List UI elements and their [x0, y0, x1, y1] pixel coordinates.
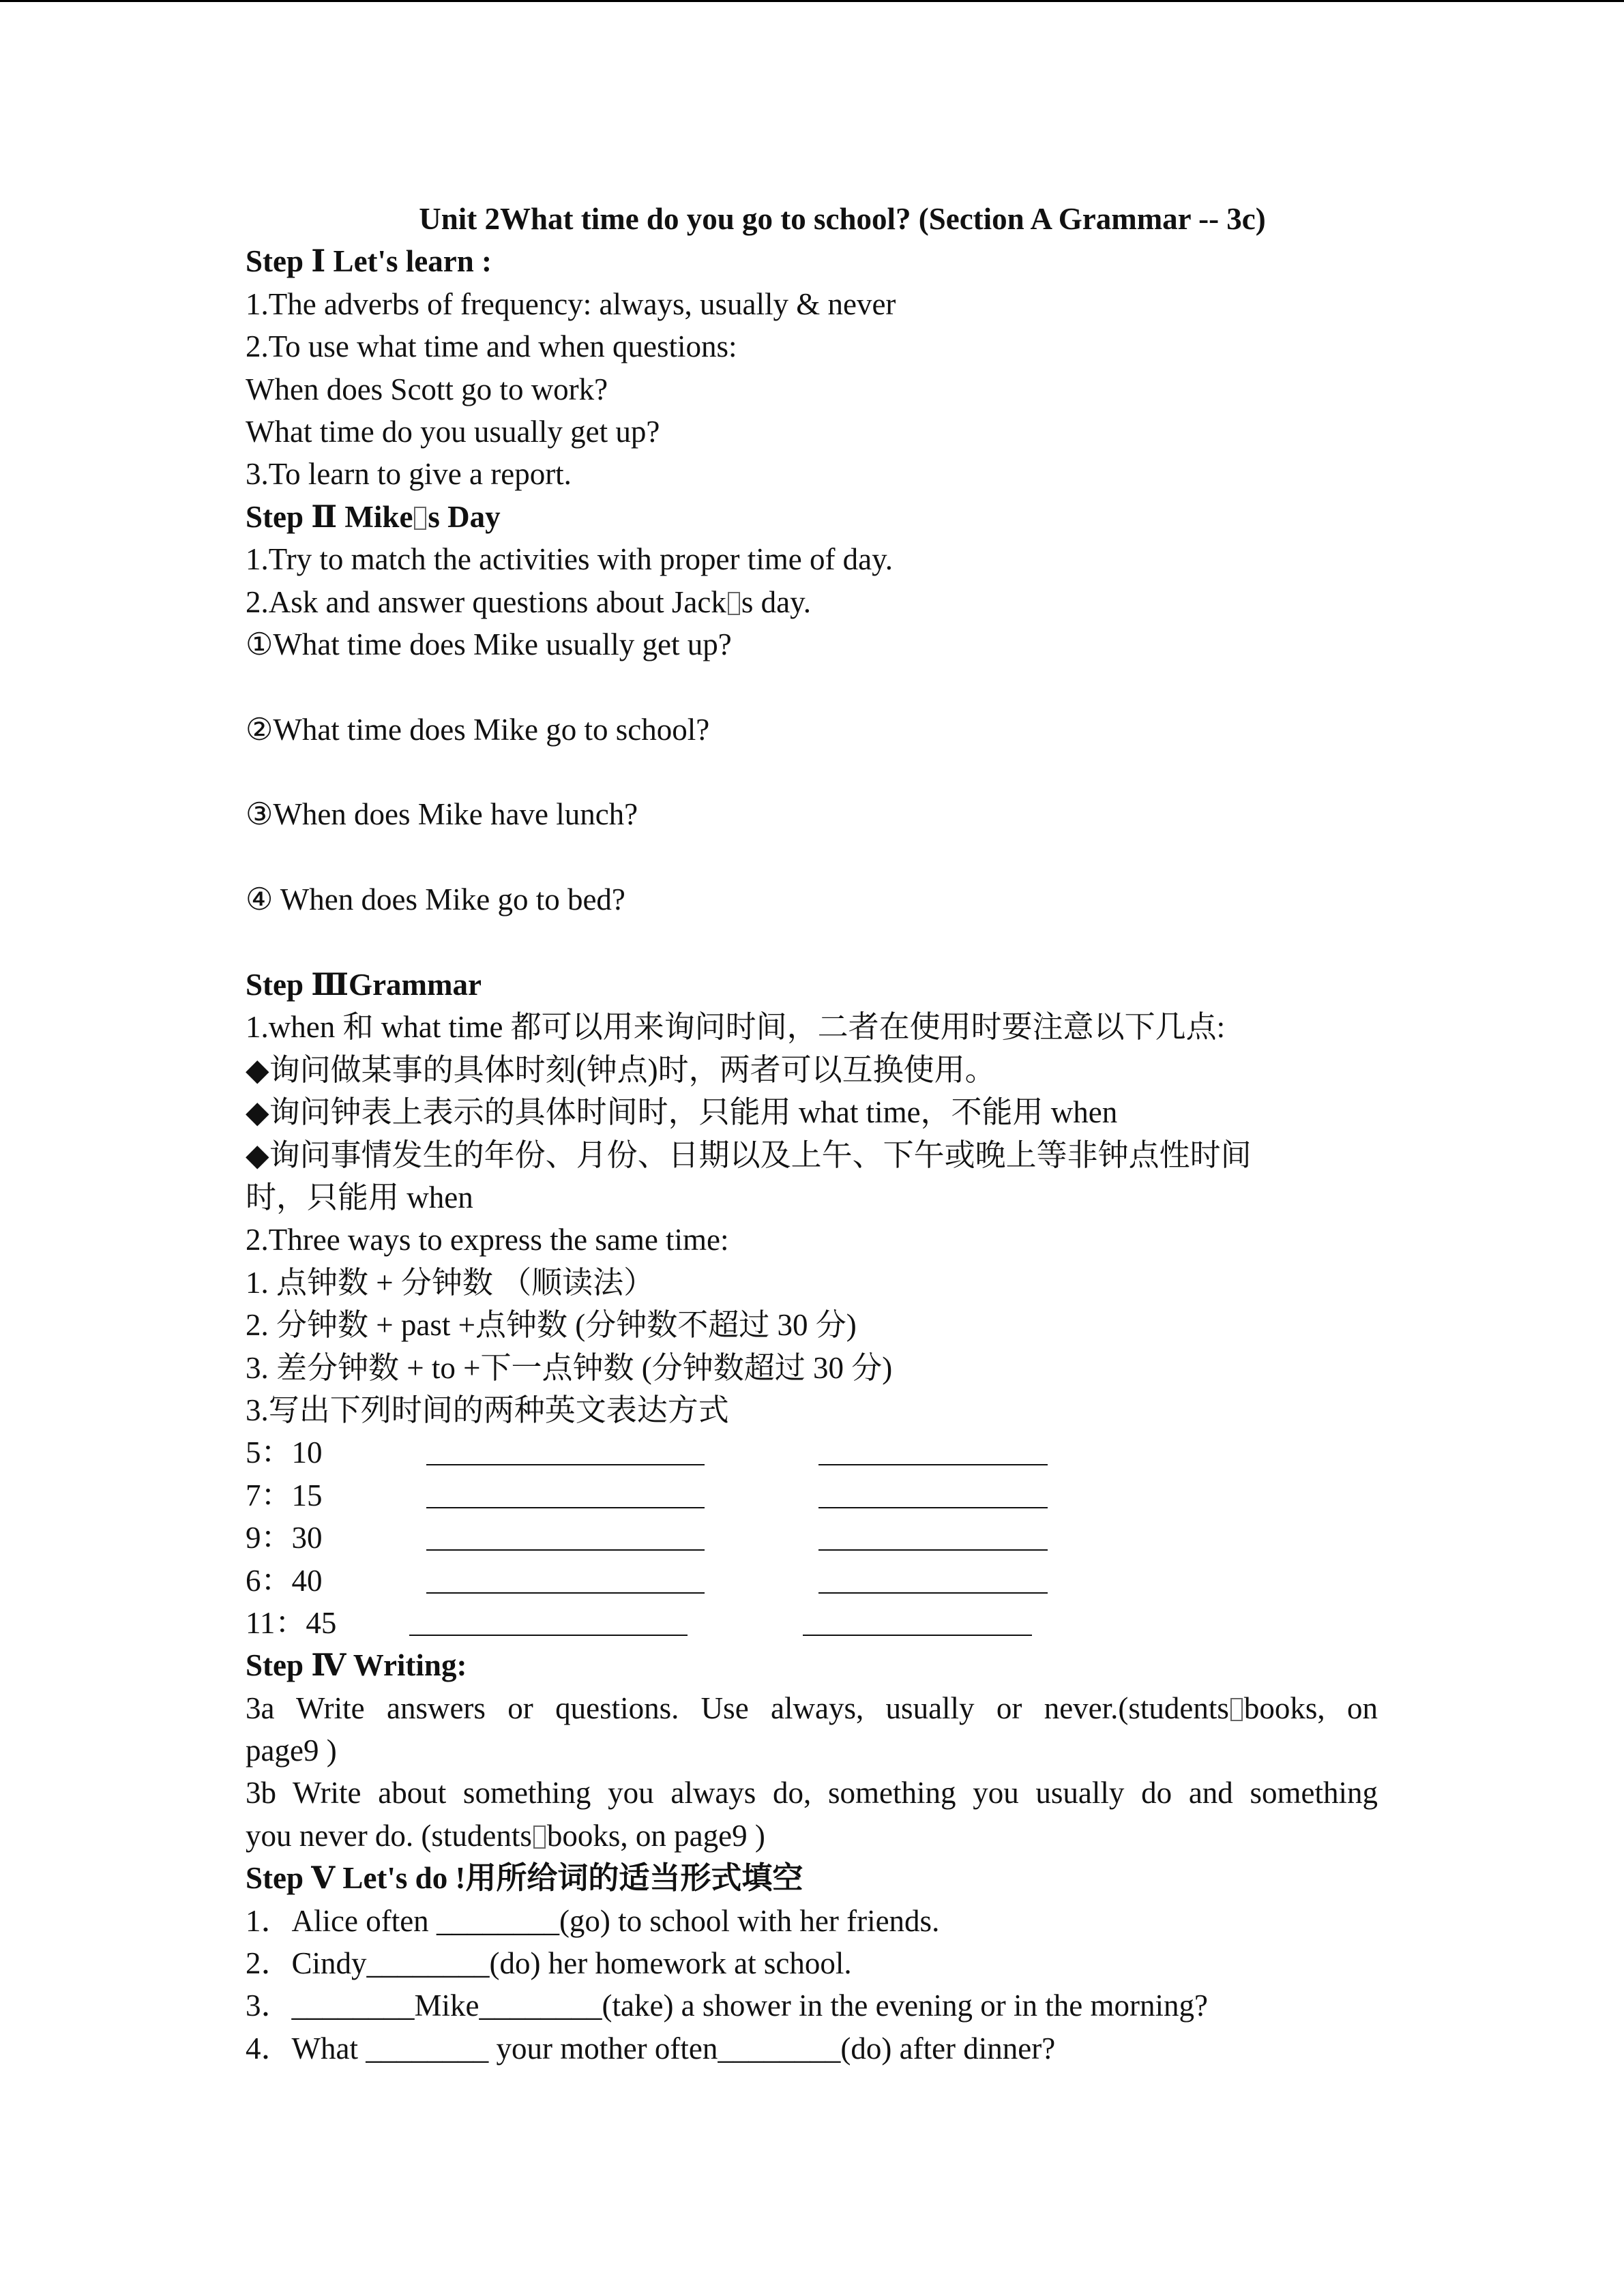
answer-blank[interactable] [409, 1610, 688, 1636]
writing-3b-b: books, on page9 ) [546, 1818, 765, 1853]
answer-blank[interactable] [803, 1610, 1032, 1636]
answer-space [246, 751, 1378, 793]
step2-heading [246, 496, 1378, 538]
exercise-text: (take) a shower in the evening or in the morning? [602, 1988, 1208, 2023]
time-row [246, 1474, 1378, 1517]
exercise-number: 2． [246, 1946, 292, 1981]
grammar-line: 2. 分钟数 + past +点钟数 (分钟数不超过 30 分) [246, 1308, 857, 1343]
missing-glyph-icon [414, 507, 426, 530]
exercise-text: Cindy [291, 1946, 367, 1981]
exercise-text: (do) after dinner? [840, 2031, 1056, 2066]
exercise-item [246, 1984, 1378, 2027]
writing-3a-line [246, 1687, 1378, 1729]
exercise-item [246, 1942, 1378, 1984]
answer-blank[interactable] [426, 1482, 705, 1508]
time-row [246, 1431, 1378, 1474]
grammar-line: 3.写出下列时间的两种英文表达方式 [246, 1392, 729, 1427]
writing-3b-line: 3b Write about something you always do, something you usually do and something [246, 1776, 1378, 1810]
grammar-line: 2.Three ways to express the same time: [246, 1223, 729, 1257]
exercise-text: (do) her homework at school. [489, 1946, 852, 1981]
missing-glyph-icon [1230, 1698, 1243, 1721]
exercise-number: 4． [246, 2031, 292, 2066]
fill-blank[interactable]: ________ [436, 1903, 559, 1938]
step1-item: 2.To use what time and when questions: [246, 329, 737, 364]
grammar-line: 1. 点钟数 + 分钟数 （顺读法） [246, 1265, 655, 1300]
missing-glyph-icon [533, 1825, 546, 1849]
step2-question: ②What time does Mike go to school? [246, 712, 710, 747]
exercise-text: (go) to school with her friends. [559, 1903, 940, 1938]
step2-question: ③When does Mike have lunch? [246, 797, 638, 832]
exercise-text: What [291, 2031, 366, 2066]
answer-space [246, 836, 1378, 878]
fill-blank[interactable]: ________ [291, 1988, 415, 2023]
writing-3a-line: page9 ) [246, 1733, 337, 1768]
fill-blank[interactable]: ________ [718, 2031, 841, 2066]
step5-heading: Step Ⅴ Let's do !用所给词的适当形式填空 [246, 1861, 803, 1896]
grammar-line: ◆询问钟表上表示的具体时间时，只能用 what time，不能用 when [246, 1095, 1118, 1130]
step2-question: ④ When does Mike go to bed? [246, 882, 625, 917]
time-label: 6：40 [246, 1563, 323, 1598]
answer-blank[interactable] [426, 1525, 705, 1551]
page-title: Unit 2What time do you go to school? (Section A Grammar -- 3c) [419, 202, 1266, 236]
missing-glyph-icon [728, 592, 740, 615]
exercise-text: Alice often [291, 1903, 437, 1938]
step2-item2-a: 2.Ask and answer questions about Jack [246, 584, 726, 619]
step3-heading: Step ⅢGrammar [246, 968, 482, 1002]
time-label: 9：30 [246, 1521, 323, 1555]
grammar-line: 1.when 和 what time 都可以用来询问时间，二者在使用时要注意以下几点: [246, 1010, 1226, 1045]
grammar-line: ◆询问做某事的具体时刻(钟点)时，两者可以互换使用。 [246, 1052, 996, 1087]
time-label: 11：45 [246, 1605, 337, 1640]
answer-blank[interactable] [426, 1568, 705, 1594]
time-row [246, 1602, 1378, 1644]
step1-item: 1.The adverbs of frequency: always, usually & never [246, 286, 896, 321]
step1-item: When does Scott go to work? [246, 372, 608, 406]
top-border [0, 0, 1624, 2]
exercise-text: your mother often [488, 2031, 718, 2066]
step2-item: 1.Try to match the activities with proper time of day. [246, 542, 893, 577]
time-label: 5：10 [246, 1435, 323, 1470]
answer-blank[interactable] [818, 1568, 1048, 1594]
exercise-text: Mike [414, 1988, 479, 2023]
answer-blank[interactable] [426, 1440, 705, 1465]
fill-blank[interactable]: ________ [479, 1988, 602, 2023]
writing-3a-b: books, on [1243, 1690, 1378, 1725]
step2-item [246, 581, 1378, 623]
fill-blank[interactable]: ________ [366, 1946, 490, 1981]
time-row [246, 1517, 1378, 1559]
time-label: 7：15 [246, 1478, 323, 1512]
time-row [246, 1560, 1378, 1602]
answer-space [246, 921, 1378, 964]
exercise-number: 3． [246, 1988, 292, 2023]
grammar-line: ◆询问事情发生的年份、月份、日期以及上午、下午或晚上等非钟点性时间 [246, 1137, 1252, 1172]
step2-heading-b: s Day [428, 499, 501, 534]
worksheet-page [246, 198, 1378, 2070]
grammar-line: 3. 差分钟数 + to +下一点钟数 (分钟数超过 30 分) [246, 1350, 893, 1385]
exercise-item [246, 1900, 1378, 1942]
answer-blank[interactable] [818, 1525, 1048, 1551]
exercise-item [246, 2027, 1378, 2070]
fill-blank[interactable]: ________ [366, 2031, 489, 2066]
step2-heading-a: Step Ⅱ Mike [246, 499, 413, 534]
writing-3b-a: you never do. (students [246, 1818, 532, 1853]
step4-heading: Step Ⅳ Writing: [246, 1648, 467, 1683]
step2-item2-b: s day. [741, 584, 811, 619]
answer-space [246, 666, 1378, 708]
step1-heading: Step Ⅰ Let's learn : [246, 244, 492, 279]
writing-3a-a: 3a Write answers or questions. Use always, usually or never.(students [246, 1690, 1229, 1725]
answer-blank[interactable] [818, 1440, 1048, 1465]
grammar-line: 时，只能用 when [246, 1180, 473, 1214]
step1-item: 3.To learn to give a report. [246, 457, 572, 492]
step1-item: What time do you usually get up? [246, 414, 660, 449]
step2-question: ①What time does Mike usually get up? [246, 627, 732, 661]
answer-blank[interactable] [818, 1482, 1048, 1508]
exercise-number: 1． [246, 1903, 292, 1938]
writing-3b-line [246, 1815, 1378, 1857]
